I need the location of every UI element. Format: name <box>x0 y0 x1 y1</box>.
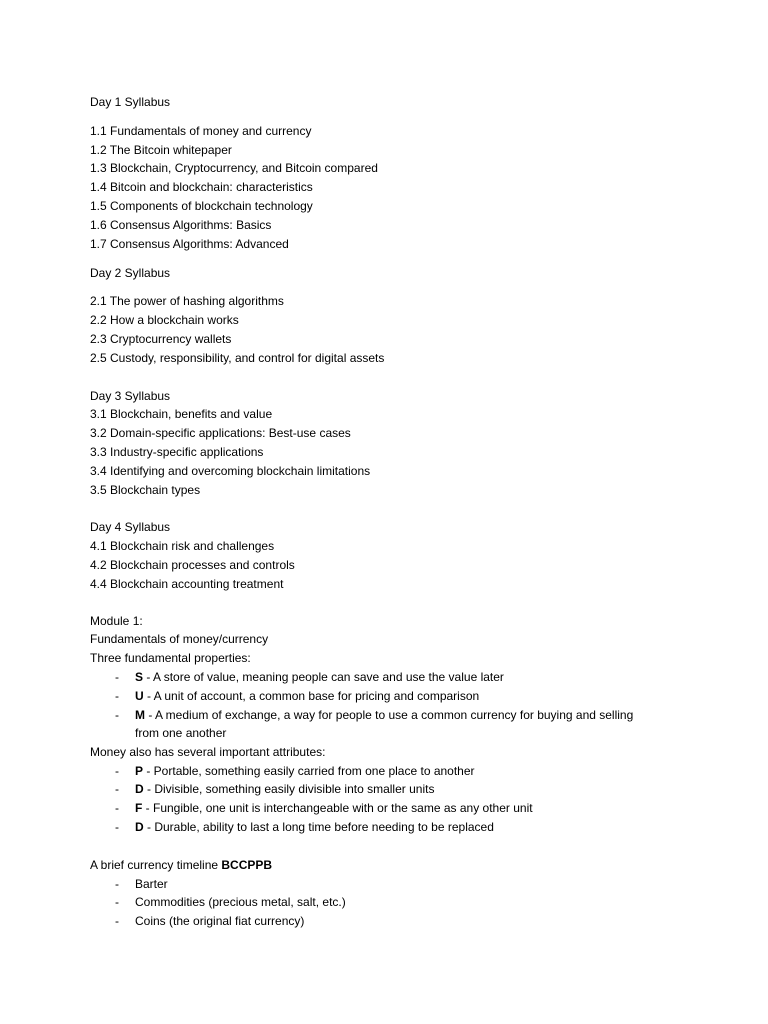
bullet-dash: - <box>115 820 119 834</box>
attribute-letter: D <box>135 820 144 834</box>
day2-heading: Day 2 Syllabus <box>90 266 171 280</box>
bullet-dash: - <box>115 782 119 796</box>
attribute-item <box>135 800 533 816</box>
property-text: - A unit of account, a common base for pricing and comparison <box>143 689 480 703</box>
timeline-heading-acronym: BCCPPB <box>221 858 273 872</box>
day1-item: 1.7 Consensus Algorithms: Advanced <box>90 237 289 251</box>
timeline-item: Commodities (precious metal, salt, etc.) <box>135 895 346 909</box>
bullet-dash: - <box>115 877 119 891</box>
day4-item: 4.4 Blockchain accounting treatment <box>90 577 284 591</box>
property-letter: M <box>135 708 145 722</box>
day3-item: 3.2 Domain-specific applications: Best-use cases <box>90 426 351 440</box>
property-item <box>135 707 633 723</box>
property-letter: U <box>135 689 144 703</box>
attribute-letter: P <box>135 764 144 778</box>
day1-item: 1.4 Bitcoin and blockchain: characteristics <box>90 180 313 194</box>
module1-subheading: Fundamentals of money/currency <box>90 632 269 646</box>
day2-item: 2.5 Custody, responsibility, and control for digital assets <box>90 351 385 365</box>
attribute-letter: D <box>135 782 144 796</box>
bullet-dash: - <box>115 764 119 778</box>
bullet-dash: - <box>115 895 119 909</box>
attribute-text: - Durable, ability to last a long time before needing to be replaced <box>143 820 494 834</box>
attribute-item <box>135 781 434 797</box>
bullet-dash: - <box>115 801 119 815</box>
day2-item: 2.3 Cryptocurrency wallets <box>90 332 232 346</box>
day1-item: 1.5 Components of blockchain technology <box>90 199 313 213</box>
day3-item: 3.1 Blockchain, benefits and value <box>90 407 273 421</box>
properties-intro: Three fundamental properties: <box>90 651 251 665</box>
property-text: - A store of value, meaning people can save and use the value later <box>143 670 504 684</box>
day4-item: 4.1 Blockchain risk and challenges <box>90 539 275 553</box>
attribute-text: - Divisible, something easily divisible into smaller units <box>143 782 435 796</box>
attribute-text: - Fungible, one unit is interchangeable with or the same as any other unit <box>142 801 533 815</box>
timeline-heading <box>90 857 272 873</box>
timeline-item: Barter <box>135 877 168 891</box>
timeline-heading-prefix: A brief currency timeline <box>90 858 222 872</box>
property-item <box>135 688 479 704</box>
property-continuation: from one another <box>135 726 227 740</box>
day1-item: 1.1 Fundamentals of money and currency <box>90 124 312 138</box>
day1-item: 1.2 The Bitcoin whitepaper <box>90 143 232 157</box>
attributes-intro: Money also has several important attributes: <box>90 745 326 759</box>
day1-item: 1.6 Consensus Algorithms: Basics <box>90 218 272 232</box>
timeline-item: Coins (the original fiat currency) <box>135 914 305 928</box>
attribute-item <box>135 763 475 779</box>
module1-heading: Module 1: <box>90 614 143 628</box>
day2-item: 2.2 How a blockchain works <box>90 313 239 327</box>
attribute-letter: F <box>135 801 143 815</box>
day4-item: 4.2 Blockchain processes and controls <box>90 558 295 572</box>
property-item <box>135 669 504 685</box>
attribute-text: - Portable, something easily carried from one place to another <box>143 764 475 778</box>
bullet-dash: - <box>115 670 119 684</box>
bullet-dash: - <box>115 689 119 703</box>
day1-heading: Day 1 Syllabus <box>90 95 171 109</box>
day3-item: 3.3 Industry-specific applications <box>90 445 264 459</box>
day3-heading: Day 3 Syllabus <box>90 389 171 403</box>
day4-heading: Day 4 Syllabus <box>90 520 171 534</box>
day1-item: 1.3 Blockchain, Cryptocurrency, and Bitcoin compared <box>90 161 378 175</box>
attribute-item <box>135 819 494 835</box>
day3-item: 3.4 Identifying and overcoming blockchain limitations <box>90 464 371 478</box>
day2-item: 2.1 The power of hashing algorithms <box>90 294 284 308</box>
bullet-dash: - <box>115 708 119 722</box>
day3-item: 3.5 Blockchain types <box>90 483 201 497</box>
bullet-dash: - <box>115 914 119 928</box>
property-text: - A medium of exchange, a way for people to use a common currency for buying and selling <box>145 708 634 722</box>
property-letter: S <box>135 670 144 684</box>
